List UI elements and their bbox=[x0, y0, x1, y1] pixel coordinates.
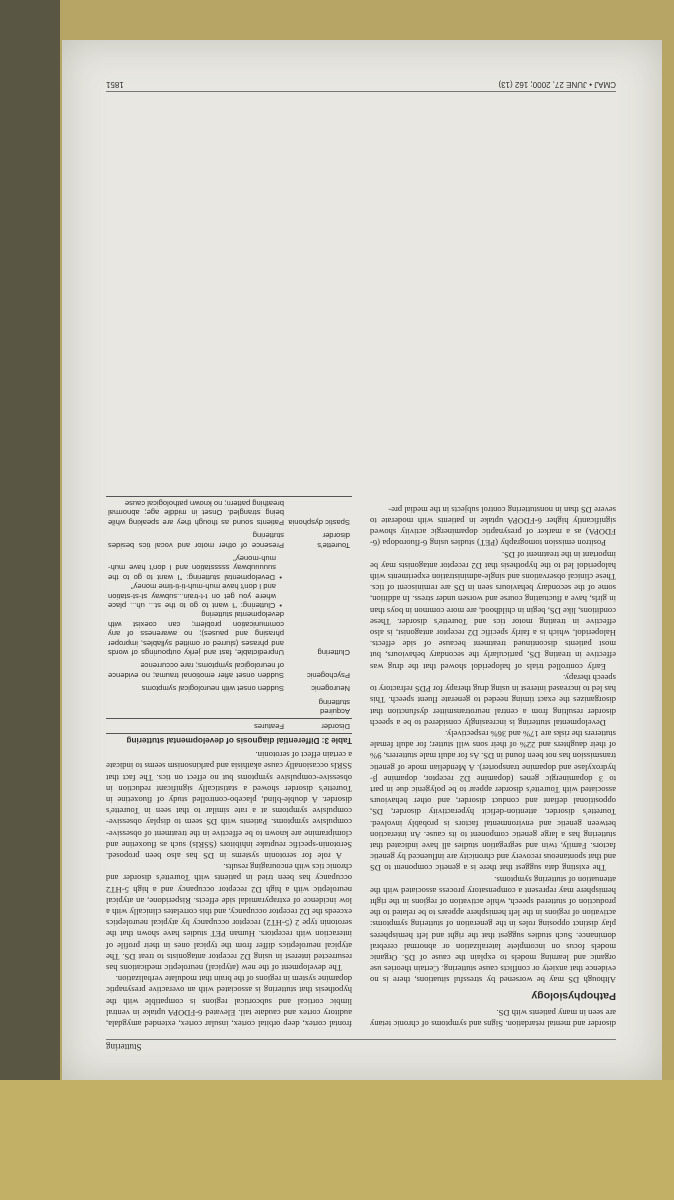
body-paragraph: frontal cortex, deep orbital cortex, insular cortex, extended amygdala, auditory cortex and caudate tail. Elevated 6-FDOPA uptake in ventral limbic cortical and subcortical regions is compatible with the hypothesis that stuttering is associated with an overactive presynaptic dopamine system in regions of the brain that modulate verbalization. bbox=[106, 974, 352, 1029]
table-row bbox=[106, 529, 352, 552]
body-paragraph: The existing data suggest that there is a genetic component to DS and that spontaneous recovery and chronicity are influenced by genetic factors. Family, twin and segregation studies all have indicated that stuttering has a large genetic component to its cause. An interaction between genetic and environmental factors is probably involved. Tourette's disorder, attention-deficit hyperactivity disorder, DS, oppositional defiant and conduct disorder, and other behaviours associated with Tourette's disorder appear to be polygenic due in part to 3 dopaminergic genes (dopamine D2 receptor, dopamine β-hydroxylase and dopamine transporter). A Mendelian mode of genetic transmission has not been found in DS. As for adult male stutterers, 9% of their daughters and 22% of their sons will stutter; for adult female stutterers the risks are 17% and 36% respectively. bbox=[370, 728, 616, 874]
text-columns bbox=[106, 496, 616, 1029]
feature-example: • Developmental stuttering: "I want to go to the suuuuubway ssssstation and I don't have muh-muh-money" bbox=[108, 554, 282, 582]
features-cell bbox=[106, 695, 286, 718]
differential-diagnosis-table bbox=[106, 496, 352, 745]
features-cell: Sudden onset with neurological symptoms bbox=[141, 684, 284, 694]
footer-page-number: 1851 bbox=[106, 80, 124, 89]
body-paragraph: A role for serotonin systems in DS has also been proposed. Serotonin-specific reuptake inhibitors (SSRIs) such as fluoxetine and clomipramine are known to be effective in the treatment of obsessive-compulsive symptoms. Patients with DS seem to display obsessive-compulsive symptoms at a rate similar to that seen in Tourette's disorder. A double-blind, placebo-controlled study of fluoxetine in Tourette's disorder showed a statistically significant reduction in obsessive-compulsive symptoms but no effect on tics. The fact that SSRIs occasionally cause akathisia and parkinsonism seems to indicate a certain effect of serotonin. bbox=[106, 750, 352, 861]
table-caption: Table 3: Differential diagnosis of developmental stuttering bbox=[106, 733, 352, 745]
disorder-cell: Acquired stuttering bbox=[318, 697, 350, 717]
footer-journal: CMAJ • JUNE 27, 2000; 162 (13) bbox=[498, 80, 616, 89]
table-row bbox=[106, 682, 352, 695]
body-paragraph: Developmental stuttering is increasingly considered to be a speech disorder resulting from a central neurotransmitter dysfunction that disorganizes the exact timing needed to generate fluent speech. This has led to increased interest in using drug therapy for PDS refractory to speech therapy. bbox=[370, 672, 616, 728]
disorder-cell: Neurogenic bbox=[311, 684, 350, 694]
features-cell bbox=[106, 552, 286, 659]
body-paragraph: Early controlled trials of haloperidol showed that the drug was effective in treating DS, particularly the secondary behaviours, but most patients discontinued treatment because of side effects. Haloperidol, which is a fairly specific D2 receptor antagonist, is also effective in treating motor tics and Tourette's disorder. These conditions, like DS, begin in childhood, are more common in boys than in girls, have a fluctuating course and worsen under stress. In addition, some of the secondary behaviours seen in DS are reminiscent of tics. These clinical observations and single-administration experiments with haloperidol led to the hypothesis that D2 receptor antagonists may be important in the treatment of DS. bbox=[370, 549, 616, 672]
body-paragraph: Positron emission tomography (PET) studies using 6-fluorodopa (6-FDOPA) as a marker of presynaptic dopaminergic activity showed significantly higher 6-FDOPA uptake in patients with moderate to severe DS than in nonstuttering control subjects in the medial pre- bbox=[370, 504, 616, 549]
left-column bbox=[370, 496, 616, 1029]
table-row bbox=[106, 659, 352, 682]
column-header-features: Features bbox=[106, 719, 286, 733]
table-row bbox=[106, 552, 352, 659]
table-row bbox=[106, 496, 352, 529]
page-footer bbox=[106, 80, 616, 92]
intro-paragraph: disorder and mental retardation. Signs and symptoms of chronic tetany are seen in many patients with DS. bbox=[370, 1007, 616, 1029]
section-title: Pathophysiology bbox=[531, 989, 616, 1002]
right-column bbox=[106, 496, 352, 1029]
features-cell: Presence of other motor and vocal tics besides stuttering bbox=[108, 531, 284, 550]
photo-frame bbox=[30, 0, 674, 1200]
feature-example: • Cluttering: "I want to go to the st... uh... place where you get on t-t-train...subway st-st-station and I don't have muh-muh-ti-ti-time money" bbox=[108, 582, 282, 611]
running-head bbox=[106, 1039, 616, 1052]
column-header-disorder: Disorder bbox=[286, 719, 352, 733]
disorder-cell: Tourette's disorder bbox=[317, 531, 350, 550]
running-head-right: Stuttering bbox=[106, 1042, 142, 1052]
body-paragraph: Although DS may be worsened by stressful situations, there is no evidence that anxiety or conflicts cause stuttering. Certain theories use organic and learning models to explain the cause of DS. Organic models focus on incomplete lateralization or abnormal cerebral dominance. Such studies suggest that the right and left hemispheres play distinct opposing roles in the generation of stuttering symptoms: activation of regions in the left hemisphere appears to be related to the production of stuttered speech, while activation of regions in the right hemisphere may represent a compensatory process associated with the attenuation of stuttering symptoms. bbox=[370, 874, 616, 986]
features-cell: Patients sound as though they are speaking while being strangled. Onset in middle age; abnormal breathing pattern; no known pathological cause bbox=[106, 496, 286, 529]
journal-page bbox=[62, 40, 662, 1080]
disorder-cell: Psychogenic bbox=[306, 670, 350, 680]
table-header-row bbox=[106, 719, 352, 733]
feature-text: Unpredictable, fast and jerky outpourings of words and phrases (slurred or omitted syllables, improper phrasing and pauses); no awareness of any communication problem; can coexist with developmental stuttering bbox=[108, 610, 284, 658]
body-paragraph: The development of the new (atypical) neuroleptic medications has resurrected interest in using D2 receptor antagonists to treat DS. The atypical neuroleptics differ from the typical ones in their profile of interaction with receptors. Human PET studies have shown that the serotonin type 2 (5-HT2) receptor occupancy by atypical neuroleptics exceeds the D2 receptor occupancy, and this correlates clinically with a low incidence of extrapyramidal side effects. Risperidone, an atypical neuroleptic with a high D2 receptor occupancy and a high 5-HT2 occupancy has been tried in patients with Tourette's disorder and chronic tics with encouraging results. bbox=[106, 862, 352, 973]
disorder-cell: Spastic dysphonia bbox=[286, 496, 352, 529]
page-content bbox=[106, 496, 616, 1052]
table-row bbox=[106, 695, 352, 718]
disorder-cell: Cluttering bbox=[317, 648, 350, 658]
features-cell: Sudden onset after emotional trauma; no evidence of neurological symptoms; rare occurrence bbox=[108, 661, 284, 680]
